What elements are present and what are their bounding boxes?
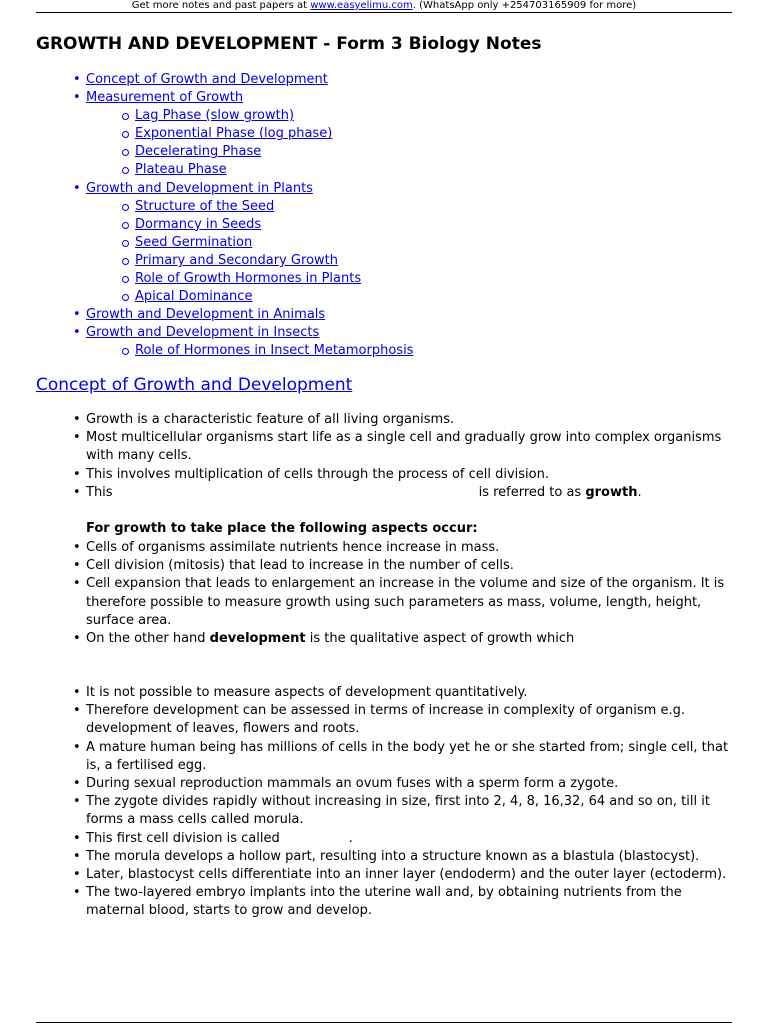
text-span: is the qualitative aspect of growth which	[305, 631, 575, 647]
bold-term: growth	[585, 484, 638, 500]
toc-link-animals[interactable]: Growth and Development in Animals	[86, 307, 326, 323]
toc-subitem	[86, 143, 726, 161]
list-item: • It is not possible to measure aspects of development quantitatively.	[86, 684, 736, 702]
list-item: • Cell division (mitosis) that lead to increase in the number of cells.	[86, 557, 736, 575]
list-item: • A mature human being has millions of cells in the body yet he or she started from; single cell, that is, a fertilised egg.	[86, 739, 736, 775]
list-item: • Growth is a characteristic feature of all living organisms.	[86, 411, 736, 429]
list-item: • Cells of organisms assimilate nutrients hence increase in mass.	[86, 539, 736, 557]
toc-subitem	[86, 216, 726, 234]
toc-link-exponential-phase[interactable]: Exponential Phase (log phase)	[135, 126, 333, 142]
toc-link-seed-germination[interactable]: Seed Germination	[135, 234, 253, 250]
table-of-contents	[86, 71, 726, 361]
text-span: .	[637, 484, 642, 500]
list-item: • Later, blastocyst cells differentiate into an inner layer (endoderm) and the outer layer (ectoderm).	[86, 866, 736, 884]
toc-link-measurement[interactable]: Measurement of Growth	[86, 90, 244, 106]
toc-link-seed-dormancy[interactable]: Dormancy in Seeds	[135, 216, 262, 232]
toc-subitem	[86, 270, 726, 288]
list-item: • The zygote divides rapidly without increasing in size, first into 2, 4, 8, 16,32, 64 and so on, till it forms a mass cells called morula.	[86, 793, 736, 829]
toc-subitem	[86, 288, 726, 306]
toc-item	[86, 71, 726, 89]
toc-subitem	[86, 234, 726, 252]
footer-divider	[36, 1022, 732, 1023]
toc-subitem	[86, 198, 726, 216]
text-span: is referred to as	[478, 484, 586, 500]
header-suffix: . (WhatsApp only +254703165909 for more)	[412, 0, 637, 11]
list-item: • Cell expansion that leads to enlargement an increase in the volume and size of the organism. It is therefore possible to measure growth using such parameters as mass, volume, length, height, surface area.	[86, 575, 736, 630]
toc-subitem	[86, 125, 726, 143]
bold-term: development	[209, 631, 306, 647]
toc-link-plateau-phase[interactable]: Plateau Phase	[135, 162, 227, 178]
development-list	[86, 684, 736, 921]
list-item: • Therefore development can be assessed in terms of increase in complexity of organism e.g. development of leaves, flowers and roots.	[86, 702, 736, 738]
page-header-note	[36, 0, 732, 13]
list-item	[86, 484, 736, 502]
header-prefix: Get more notes and past papers at	[131, 0, 311, 11]
toc-subitem	[86, 161, 726, 179]
toc-link-primary-secondary-growth[interactable]: Primary and Secondary Growth	[135, 252, 338, 268]
toc-link-seed-structure[interactable]: Structure of the Seed	[135, 198, 275, 214]
list-item: • Most multicellular organisms start life as a single cell and gradually grow into complex organisms with many cells.	[86, 429, 736, 465]
toc-link-insect-hormones[interactable]: Role of Hormones in Insect Metamorphosis	[135, 343, 414, 359]
text-span: On the other hand	[86, 631, 210, 647]
toc-item	[86, 180, 726, 198]
text-span: .	[348, 830, 353, 846]
toc-link-insects[interactable]: Growth and Development in Insects	[86, 325, 320, 341]
list-item: • The morula develops a hollow part, resulting into a structure known as a blastula (blastocyst).	[86, 848, 736, 866]
page-title: GROWTH AND DEVELOPMENT - Form 3 Biology Notes	[36, 34, 542, 54]
toc-link-plants[interactable]: Growth and Development in Plants	[86, 180, 313, 196]
growth-aspects-list	[86, 539, 736, 648]
toc-item	[86, 324, 726, 342]
text-span: This first cell division is called	[86, 830, 280, 846]
growth-facts-list	[86, 411, 736, 502]
header-website-link[interactable]: www.easyelimu.com	[310, 0, 413, 11]
toc-link-concept[interactable]: Concept of Growth and Development	[86, 72, 328, 87]
list-item: • The two-layered embryo implants into the uterine wall and, by obtaining nutrients from the maternal blood, starts to grow and develop.	[86, 884, 736, 920]
toc-item	[86, 306, 726, 324]
section-heading-link[interactable]: Concept of Growth and Development	[36, 375, 353, 395]
list-item	[86, 830, 736, 848]
toc-subitem	[86, 342, 726, 360]
list-item: • During sexual reproduction mammals an ovum fuses with a sperm form a zygote.	[86, 775, 736, 793]
toc-link-apical-dominance[interactable]: Apical Dominance	[135, 289, 253, 305]
toc-item	[86, 89, 726, 107]
toc-subitem	[86, 107, 726, 125]
list-item	[86, 630, 736, 648]
list-item: • This involves multiplication of cells through the process of cell division.	[86, 466, 736, 484]
text-span: This	[86, 484, 113, 500]
toc-subitem	[86, 252, 726, 270]
growth-aspects-subheading: For growth to take place the following aspects occur:	[86, 521, 478, 536]
toc-link-lag-phase[interactable]: Lag Phase (slow growth)	[135, 108, 295, 124]
toc-link-plant-hormones[interactable]: Role of Growth Hormones in Plants	[135, 271, 362, 287]
toc-link-decelerating-phase[interactable]: Decelerating Phase	[135, 144, 262, 160]
